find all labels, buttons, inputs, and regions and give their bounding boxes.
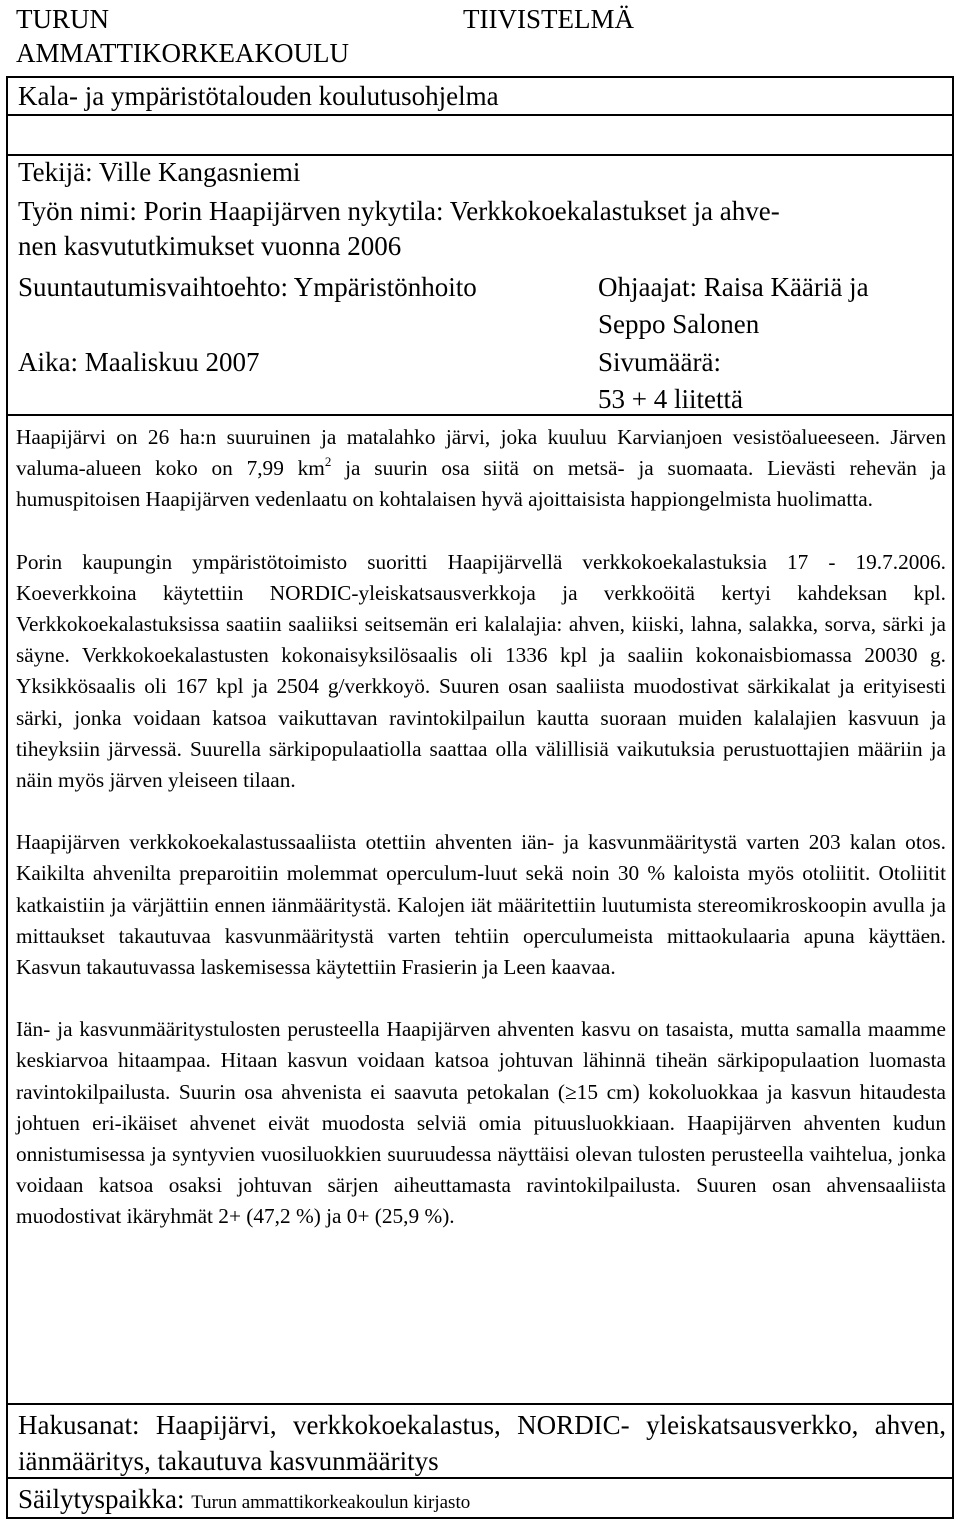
school-name xyxy=(16,2,436,70)
school-name-line2: AMMATTIKORKEAKOULU xyxy=(16,38,349,68)
programme-cell xyxy=(6,76,954,116)
keywords-cell xyxy=(6,1403,954,1479)
study-option: Suuntautumisvaihtoehto: Ympäristönhoito xyxy=(18,272,477,302)
thesis-title-line1: Työn nimi: Porin Haapijärven nykytila: Verkkokoekalastukset ja ahve- xyxy=(18,196,780,226)
abstract-body xyxy=(16,422,946,1233)
abstract-paragraph-2: Porin kaupungin ympäristötoimisto suoritti Haapijärvellä verkkokoekalastuksia 17 - 19.7.2006. Koeverkkoina käytettiin NORDIC-yleiskatsausverkkoja ja verkkoöitä kertyi kahdeksan kpl. Verkkokoekalastuksissa saatiin saaliiksi seitsemän eri kalalajia: ahven, kiiski, lahna, salakka, sorva, särki ja säyne. Verkkokoekalastusten kokonaisyksilösaalis oli 1336 kpl ja saaliin kokonaisbiomassa 20030 g. Yksikkösaalis oli 167 kpl ja 2504 g/verkkoyö. Suuren osan saaliista muodostivat särkikalat ja erityisesti särki, jonka voidaan katsoa vaikuttavan ravintokilpailun kautta suoraan muiden kalalajien kasvuun ja tiheyksiin järvessä. Suurella särkipopulaatiolla saattaa olla välillisiä vaikutuksia perustuottajien määriin ja näin myös järven yleiseen tilaan. xyxy=(16,549,946,793)
storage-location-cell xyxy=(6,1477,954,1519)
date: Aika: Maaliskuu 2007 xyxy=(18,347,260,377)
abstract-paragraph-3: Haapijärven verkkokoekalastussaaliista otettiin ahventen iän- ja kasvunmääritystä varten 203 kalan otos. Kaikilta ahvenilta preparoitiin molemmat operculum-luut sekä noin 30 % kaloista myös otoliitit. Otoliitit katkaistiin ja värjättiin ennen iänmääritystä. Kalojen iät määritettiin luutumista stereomikroskoopin avulla ja mittaukset takautuvaa kasvunmääritystä varten tehtiin operculumeista mittaokulaaria apuna käyttäen. Kasvun takautuvassa laskemisessa käytettiin Frasierin ja Leen kaavaa. xyxy=(16,830,946,980)
empty-cell xyxy=(6,114,954,156)
abstract-paragraph-1-part-a: Haapijärvi on 26 ha:n suuruinen ja matalahko järvi, joka kuuluu Karvianjoen vesistöalueeseen. Järven valuma-alueen koko on 7,99 km xyxy=(16,425,946,481)
thesis-meta-cell xyxy=(6,154,954,416)
programme-name: Kala- ja ympäristötalouden koulutusohjelma xyxy=(18,81,499,111)
thesis-title-line2: nen kasvututkimukset vuonna 2006 xyxy=(18,231,402,261)
storage-location-value: Turun ammattikorkeakoulun kirjasto xyxy=(191,1492,471,1513)
school-name-line1: TURUN xyxy=(16,4,109,34)
superscript-exponent: 2 xyxy=(324,454,332,470)
document-header xyxy=(6,0,954,76)
storage-location-label: Säilytyspaikka: xyxy=(18,1484,185,1514)
abstract-paragraph-1 xyxy=(16,422,946,516)
keywords: Hakusanat: Haapijärvi, verkkokoekalastus, NORDIC- yleiskatsausverkko, ahven, iänmääritys, takautuva kasvunmääritys xyxy=(18,1410,946,1476)
abstract-paragraph-4: Iän- ja kasvunmääritystulosten perusteella Haapijärven ahventen kasvu on tasaista, mutta samalla maamme keskiarvoa hitaampaa. Hitaan kasvun voidaan katsoa johtuvan lähinnä tiheän särkipopulaation luomasta ravintokilpailusta. Suurin osa ahvenista ei saavuta petokalan (≥15 cm) kokoluokkaa ja kasvun hitaudesta johtuen eri-ikäiset ahvenet eivät muodosta selviä omia pituusluokkiaan. Haapijärven ahventen kudun onnistumisessa ja syntyvien vuosiluokkien suuruudessa näyttäisi olevan tulosten perusteella vaihtelua, jonka voidaan katsoa osaksi johtuvan särjen aiheuttamasta ravintokilpailusta. Suuren osan ahvensaaliista muodostivat ikäryhmät 2+ (47,2 %) ja 0+ (25,9 %). xyxy=(16,1017,946,1229)
supervisors-line1: Ohjaajat: Raisa Kääriä ja xyxy=(598,272,869,302)
page-count-label: Sivumäärä: xyxy=(598,347,721,377)
author: Tekijä: Ville Kangasniemi xyxy=(18,157,301,187)
abstract-paragraph-1-part-b: ja suurin osa siitä on metsä- ja suomaata. Lievästi rehevän ja humuspitoisen Haapijärven vedenlaatu on kohtalaisen hyvä ajoittaisista happiongelmista huolimatta. xyxy=(16,456,946,512)
storage-location xyxy=(18,1481,470,1521)
abstract-cell xyxy=(6,414,954,1405)
supervisors-line2: Seppo Salonen xyxy=(598,309,760,339)
document-type: TIIVISTELMÄ xyxy=(463,4,634,34)
page-count-value: 53 + 4 liitettä xyxy=(598,384,743,414)
